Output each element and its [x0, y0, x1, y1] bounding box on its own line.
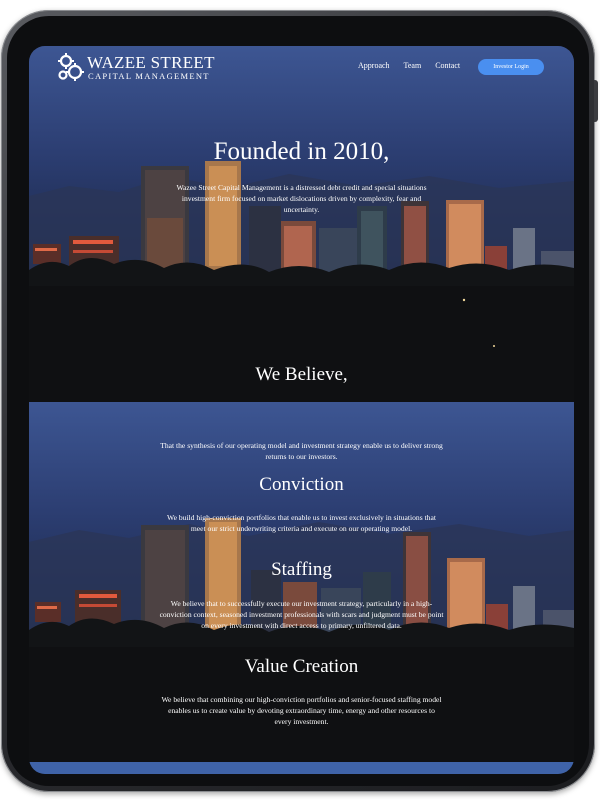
gears-icon [55, 50, 89, 84]
city-skyline-background [29, 46, 574, 402]
brand-name: WAZEE STREET [87, 53, 215, 72]
investor-login-button[interactable]: Investor Login [478, 59, 544, 75]
conviction-title: Conviction [259, 474, 344, 495]
believe-description: That the synthesis of our operating model and investment strategy enable us to deliver strong returns to our investors. [160, 441, 443, 462]
footer-bar [29, 762, 574, 774]
conviction-description: We build high-conviction portfolios that enable us to invest exclusively in situations that meet our strict underwriting criteria and execute on our operating model. [167, 513, 436, 534]
brand-logo[interactable] [55, 50, 235, 86]
tablet-side-button [594, 80, 598, 122]
main-nav [358, 61, 474, 70]
staffing-description: We believe that to successfully execute our investment strategy, particularly in a high-conviction context, seasoned investment professionals with scars and judgment must be point on every investment with direct access to primary, unfiltered data. [159, 599, 444, 631]
hero-title: Founded in 2010, [213, 138, 390, 165]
value-creation-description: We believe that combining our high-conviction portfolios and senior-focused staffing model enables us to create value by devoting extraordinary time, energy and other resources to every investment. [161, 695, 442, 727]
nav-item-team[interactable]: Team [403, 61, 422, 70]
believe-title: We Believe, [255, 364, 348, 385]
nav-item-approach[interactable]: Approach [358, 61, 390, 70]
beliefs-section [29, 402, 574, 766]
value-creation-title: Value Creation [244, 656, 359, 677]
nav-item-contact[interactable]: Contact [435, 61, 461, 70]
brand-subtitle: CAPITAL MANAGEMENT [88, 71, 210, 81]
website-screen [29, 46, 574, 774]
site-header [29, 46, 574, 96]
tablet-frame [1, 10, 595, 792]
hero-description: Wazee Street Capital Management is a distressed debt credit and special situations investment firm focused on market dislocations driven by complexity, fear and uncertainty. [176, 183, 427, 215]
hero-section [29, 46, 574, 402]
staffing-title: Staffing [271, 559, 332, 580]
